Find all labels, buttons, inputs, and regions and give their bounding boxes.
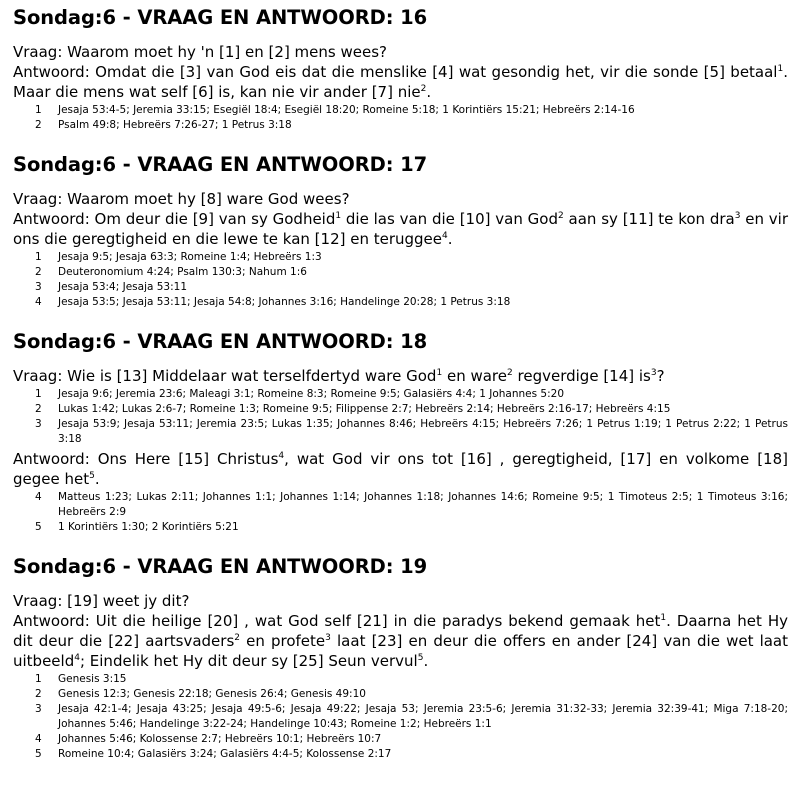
reference-item xyxy=(13,265,788,280)
text-run: ; Eindelik het Hy dit deur sy [25] Seun vervul xyxy=(79,652,418,670)
scripture-references: Jesaja 42:1-4; Jesaja 43:25; Jesaja 49:5-6; Jesaja 49:22; Jesaja 53; Jeremia 23:5-6; Jeremia 31:32-33; Jeremia 32:39-41; Miga 7:18-20; Johannes 5:46; Handelinge 3:22-24; Handelinge 10:43; Romeine 1:2; Hebreërs 1:1 xyxy=(58,703,788,730)
reference-list xyxy=(13,250,788,310)
footnote-marker: 4 xyxy=(74,653,80,663)
scripture-references: Romeine 10:4; Galasiërs 3:24; Galasiërs 4:4-5; Kolossense 2:17 xyxy=(58,748,392,760)
reference-item xyxy=(13,103,788,118)
body-paragraph xyxy=(13,449,788,489)
scripture-references: Jesaja 53:9; Jesaja 53:11; Jeremia 23:5; Lukas 1:35; Johannes 8:46; Hebreërs 4:15; Hebreërs 7:26; 1 Petrus 1:19; 1 Petrus 2:22; 1 Petrus 3:18 xyxy=(58,418,788,445)
reference-number: 2 xyxy=(35,266,42,278)
reference-number: 3 xyxy=(35,418,42,430)
scripture-references: Deuteronomium 4:24; Psalm 130:3; Nahum 1:6 xyxy=(58,266,307,278)
footnote-marker: 1 xyxy=(777,64,784,74)
text-run: en profete xyxy=(240,632,326,650)
reference-number: 4 xyxy=(35,733,42,745)
qa-section xyxy=(13,330,788,535)
reference-list xyxy=(13,490,788,535)
reference-item xyxy=(13,732,788,747)
body-paragraph xyxy=(13,209,788,249)
reference-item xyxy=(13,280,788,295)
reference-list xyxy=(13,103,788,133)
reference-number: 2 xyxy=(35,403,42,415)
reference-number: 2 xyxy=(35,119,42,131)
footnote-marker: 3 xyxy=(650,368,657,378)
text-run: Vraag: Wie is [13] Middelaar wat terselfdertyd ware God xyxy=(13,367,437,385)
text-run: . xyxy=(94,470,100,488)
reference-number: 4 xyxy=(35,296,42,308)
reference-number: 1 xyxy=(35,673,42,685)
reference-item xyxy=(13,672,788,687)
reference-number: 3 xyxy=(35,281,42,293)
qa-section xyxy=(13,555,788,762)
reference-number: 1 xyxy=(35,251,42,263)
footnote-marker: 2 xyxy=(557,211,564,221)
scripture-references: 1 Korintiërs 1:30; 2 Korintiërs 5:21 xyxy=(58,521,239,533)
reference-list xyxy=(13,672,788,762)
reference-number: 3 xyxy=(35,703,42,715)
body-paragraph: Vraag: [19] weet jy dit? xyxy=(13,592,190,610)
footnote-marker: 2 xyxy=(234,633,240,643)
text-run: regverdige [14] is xyxy=(512,367,651,385)
reference-item xyxy=(13,402,788,417)
footnote-marker: 2 xyxy=(420,84,427,94)
reference-item xyxy=(13,702,788,732)
footnote-marker: 1 xyxy=(436,368,443,378)
reference-item xyxy=(13,687,788,702)
section-heading: Sondag:6 - VRAAG EN ANTWOORD: 17 xyxy=(13,153,428,176)
text-run: Antwoord: Omdat die [3] van God eis dat die menslike [4] wat gesondig het, vir die sonde [5] betaal xyxy=(13,63,778,81)
scripture-references: Jesaja 9:6; Jeremia 23:6; Maleagi 3:1; Romeine 8:3; Romeine 9:5; Galasiërs 4:4; 1 Johannes 5:20 xyxy=(58,388,565,400)
text-run: . xyxy=(423,652,429,670)
qa-section xyxy=(13,6,788,133)
text-run: . xyxy=(447,230,453,248)
scripture-references: Lukas 1:42; Lukas 2:6-7; Romeine 1:3; Romeine 9:5; Filippense 2:7; Hebreërs 2:14; Hebreërs 2:16-17; Hebreërs 4:15 xyxy=(58,403,671,415)
scripture-references: Jesaja 53:4-5; Jeremia 33:15; Esegiël 18:4; Esegiël 18:20; Romeine 5:18; 1 Korintiërs 15:21; Hebreërs 2:14-16 xyxy=(58,104,635,116)
text-run: aan sy [11] te kon dra xyxy=(563,210,735,228)
body-paragraph: Vraag: Waarom moet hy 'n [1] en [2] mens wees? xyxy=(13,43,387,61)
section-heading: Sondag:6 - VRAAG EN ANTWOORD: 16 xyxy=(13,6,428,29)
footnote-marker: 3 xyxy=(734,211,741,221)
footnote-marker: 4 xyxy=(278,451,285,461)
body-paragraph xyxy=(13,62,788,102)
text-run: Antwoord: Uit die heilige [20] , wat God self [21] in die paradys bekend gemaak het xyxy=(13,612,661,630)
reference-item xyxy=(13,250,788,265)
text-run: . xyxy=(426,83,432,101)
reference-number: 5 xyxy=(35,748,42,760)
body-paragraph xyxy=(13,611,788,671)
footnote-marker: 2 xyxy=(507,368,513,378)
footnote-marker: 4 xyxy=(442,231,448,241)
text-run: laat [23] en deur die offers en ander [24] van die wet laat uitbeeld xyxy=(13,632,789,670)
text-run: en ware xyxy=(442,367,508,385)
text-run: Antwoord: Om deur die [9] van sy Godheid xyxy=(13,210,336,228)
reference-item xyxy=(13,747,788,762)
text-run: Antwoord: Ons Here [15] Christus xyxy=(13,450,279,468)
reference-item xyxy=(13,490,788,520)
reference-number: 5 xyxy=(35,521,42,533)
text-run: , wat God vir ons tot [16] , geregtigheid, [17] en volkome [18] gegee het xyxy=(13,450,788,488)
footnote-marker: 5 xyxy=(89,471,95,481)
reference-item xyxy=(13,118,788,133)
scripture-references: Jesaja 9:5; Jesaja 63:3; Romeine 1:4; Hebreërs 1:3 xyxy=(58,251,322,263)
section-heading: Sondag:6 - VRAAG EN ANTWOORD: 18 xyxy=(13,330,428,353)
scripture-references: Genesis 3:15 xyxy=(58,673,127,685)
scripture-references: Johannes 5:46; Kolossense 2:7; Hebreërs 10:1; Hebreërs 10:7 xyxy=(58,733,382,745)
text-run: die las van die [10] van God xyxy=(341,210,558,228)
footnote-marker: 3 xyxy=(325,633,331,643)
footnote-marker: 1 xyxy=(660,613,667,623)
text-run: ? xyxy=(656,367,665,385)
reference-number: 4 xyxy=(35,491,42,503)
scripture-references: Psalm 49:8; Hebreërs 7:26-27; 1 Petrus 3:18 xyxy=(58,119,292,131)
qa-section xyxy=(13,153,788,310)
body-paragraph: Vraag: Waarom moet hy [8] ware God wees? xyxy=(13,190,350,208)
section-heading: Sondag:6 - VRAAG EN ANTWOORD: 19 xyxy=(13,555,428,578)
scripture-references: Matteus 1:23; Lukas 2:11; Johannes 1:1; Johannes 1:14; Johannes 1:18; Johannes 14:6; Romeine 9:5; 1 Timoteus 2:5; 1 Timoteus 3:16; Hebreërs 2:9 xyxy=(58,491,788,518)
scripture-references: Genesis 12:3; Genesis 22:18; Genesis 26:4; Genesis 49:10 xyxy=(58,688,366,700)
scripture-references: Jesaja 53:5; Jesaja 53:11; Jesaja 54:8; Johannes 3:16; Handelinge 20:28; 1 Petrus 3:18 xyxy=(58,296,511,308)
reference-number: 1 xyxy=(35,388,42,400)
footnote-marker: 1 xyxy=(335,211,342,221)
reference-list xyxy=(13,387,788,447)
body-paragraph xyxy=(13,366,788,386)
reference-item xyxy=(13,295,788,310)
reference-item xyxy=(13,387,788,402)
reference-item xyxy=(13,417,788,447)
text-run: en vir ons die geregtigheid en die lewe te kan [12] en teruggee xyxy=(13,210,788,248)
reference-number: 2 xyxy=(35,688,42,700)
text-run: . Daarna het Hy dit deur die [22] aartsvaders xyxy=(13,612,789,650)
scripture-references: Jesaja 53:4; Jesaja 53:11 xyxy=(58,281,188,293)
text-run: . Maar die mens wat self [6] is, kan nie vir ander [7] nie xyxy=(13,63,788,101)
reference-number: 1 xyxy=(35,104,42,116)
footnote-marker: 5 xyxy=(417,653,424,663)
reference-item xyxy=(13,520,788,535)
